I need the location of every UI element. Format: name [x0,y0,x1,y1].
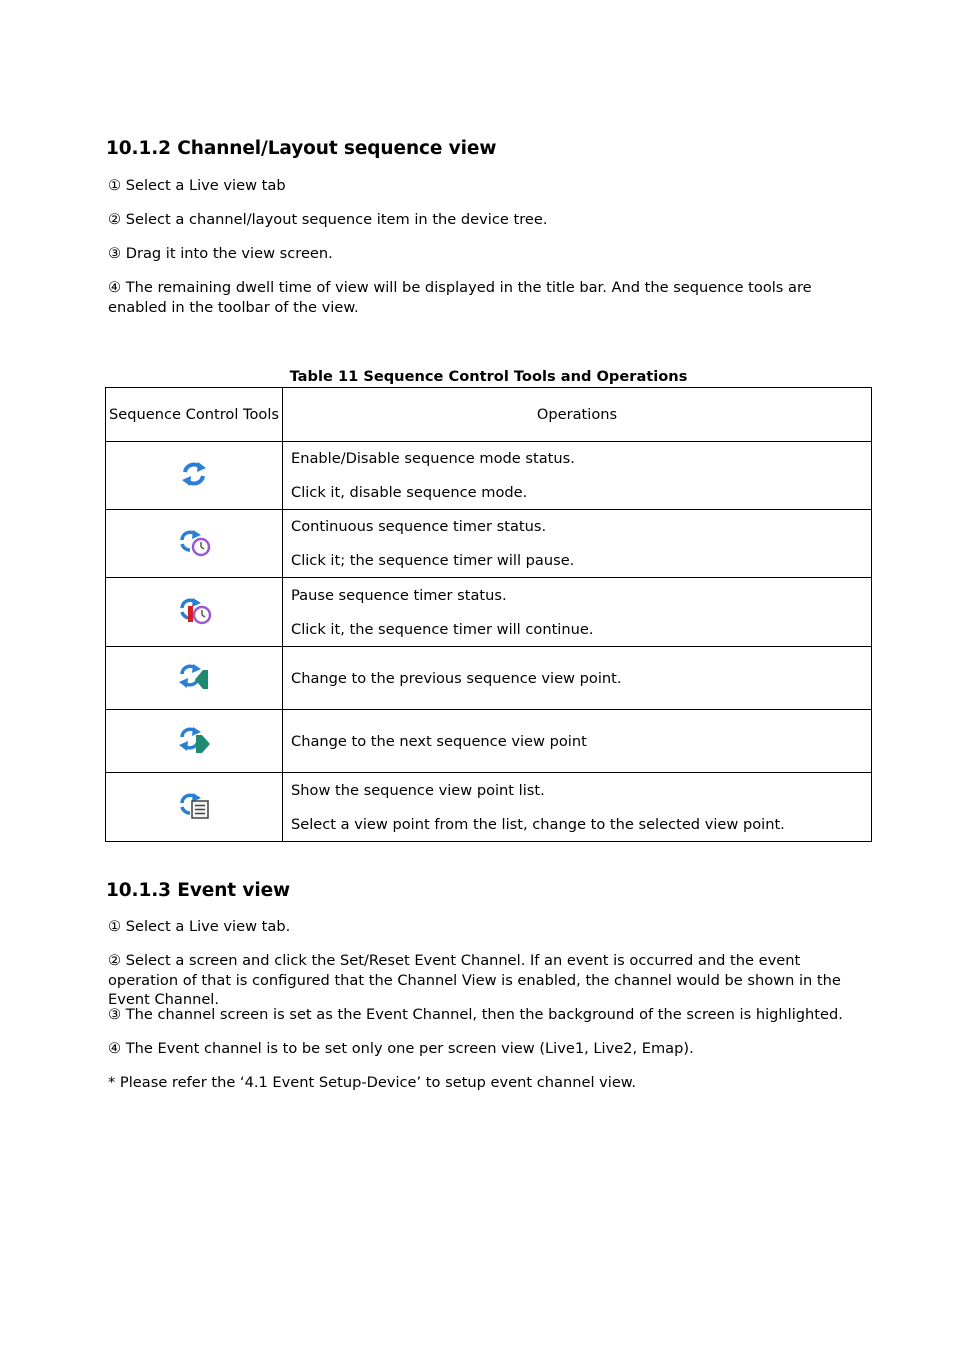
operation-cell: Continuous sequence timer status. Click it; the sequence timer will pause. [283,510,872,578]
operation-cell: Change to the previous sequence view point. [283,647,872,710]
table-row [106,710,872,773]
event-step-2: ② Select a screen and click the Set/Reset Event Channel. If an event is occurred and the event operation of that is configured that the Channel View is enabled, the channel would be shown in the Event Channel. [108,952,841,1008]
tool-cell [106,710,283,773]
event-step-4: ④ The Event channel is to be set only one per screen view (Live1, Live2, Emap). [108,1040,694,1057]
section-heading-event-view: 10.1.3 Event view [106,880,291,901]
table-caption: Table 11 Sequence Control Tools and Operations [289,368,688,385]
table-row [106,647,872,710]
table-row [106,510,872,578]
tool-cell [106,578,283,647]
table-header-row [106,388,872,442]
step-2: ② Select a channel/layout sequence item in the device tree. [108,211,548,228]
sequence-tools-table [105,387,872,842]
operation-cell: Pause sequence timer status. Click it, the sequence timer will continue. [283,578,872,647]
step-4: ④ The remaining dwell time of view will be displayed in the title bar. And the sequence tools are enabled in the toolbar of the view. [108,279,812,316]
header-operations: Operations [283,388,872,442]
sequence-next-icon [176,723,212,755]
tool-cell [106,773,283,842]
sequence-previous-icon [176,660,212,692]
event-step-3: ③ The channel screen is set as the Event Channel, then the background of the screen is highlighted. [108,1006,843,1023]
operation-cell: Change to the next sequence view point [283,710,872,773]
event-step-1: ① Select a Live view tab. [108,918,291,935]
header-tools: Sequence Control Tools [106,388,283,442]
sequence-toggle-icon [176,458,212,490]
tool-cell [106,510,283,578]
step-1: ① Select a Live view tab [108,177,286,194]
table-row [106,442,872,510]
tool-cell [106,647,283,710]
step-3: ③ Drag it into the view screen. [108,245,333,262]
sequence-timer-paused-icon [176,594,212,626]
sequence-list-icon [176,789,212,821]
operation-cell: Enable/Disable sequence mode status. Click it, disable sequence mode. [283,442,872,510]
sequence-timer-running-icon [176,526,212,558]
operation-cell: Show the sequence view point list. Select a view point from the list, change to the selected view point. [283,773,872,842]
event-note: * Please refer the ‘4.1 Event Setup-Device’ to setup event channel view. [108,1074,637,1091]
table-row [106,578,872,647]
tool-cell [106,442,283,510]
section-heading-sequence-view: 10.1.2 Channel/Layout sequence view [106,138,497,159]
table-row [106,773,872,842]
